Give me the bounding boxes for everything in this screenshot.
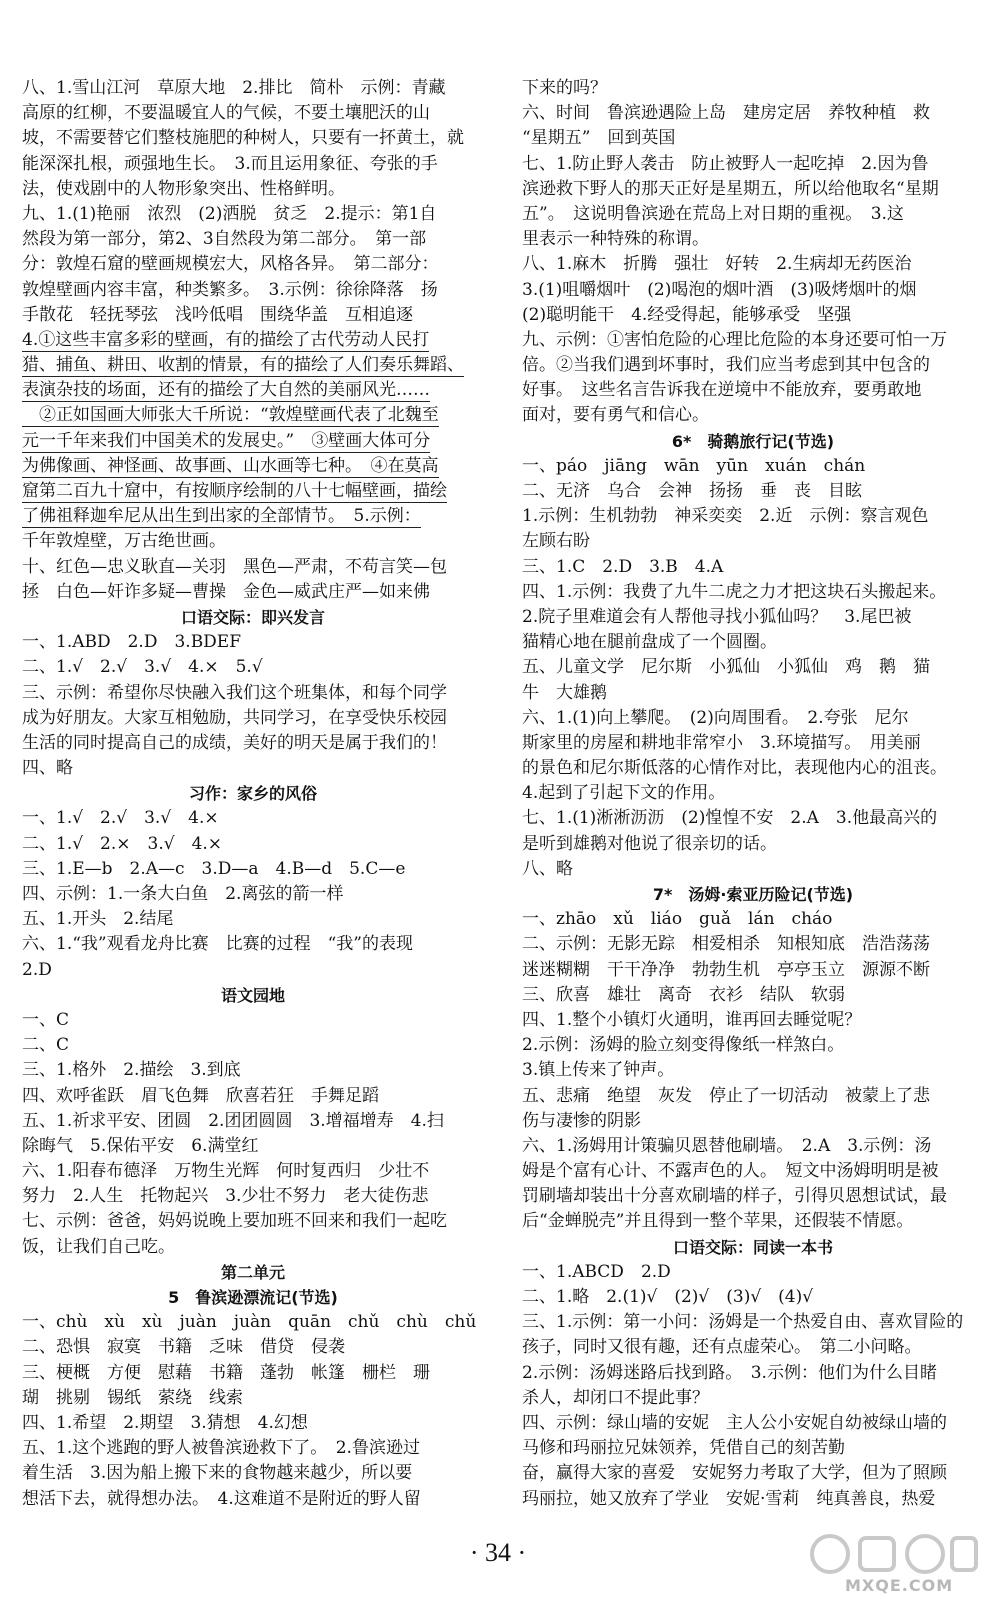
answer-text: 迷迷糊糊 干干净净 勃勃生机 亭亭玉立 源源不断 [522,959,930,980]
answer-text: 六、1.“我”观看龙舟比赛 比赛的过程 “我”的表现 [22,934,413,955]
answer-line [522,303,984,328]
answer-text: 一、1.√ 2.√ 3.√ 4.× [22,808,219,829]
answer-text: 高原的红柳，不要温暖宜人的气候，不要土壤肥沃的山 [22,103,430,124]
answer-text: 4.①这些丰富多彩的壁画，有的描绘了古代劳动人民打 [22,329,430,350]
answer-text: 左顾右盼 [522,531,590,552]
answer-text: 伤与凄惨的阴影 [522,1110,641,1131]
answer-text: 7* 汤姆·索亚历险记(节选) [652,885,854,904]
answer-text: 七、1.(1)淅淅沥沥 (2)惶惶不安 2.A 3.他最高兴的 [522,808,938,829]
answer-text: “星期五” 回到英国 [522,128,676,149]
answer-text: 三、1.格外 2.描绘 3.到底 [22,1060,241,1081]
answer-text: 八、1.雪山江河 草原大地 2.排比 简朴 示例：青藏 [22,78,446,98]
answer-text: 四、欢呼雀跃 眉飞色舞 欣喜若狂 手舞足蹈 [22,1085,379,1106]
answer-text: 六、1.(1)向上攀爬。 (2)向周围看。 2.夸张 尼尔 [522,707,909,728]
answer-line [22,1058,484,1083]
answer-text: 二、1.√ 2.× 3.√ 4.× [22,833,223,854]
answer-line [522,1436,984,1461]
answer-line [22,706,484,731]
answer-text: 玛丽拉，她又放弃了学业 安妮·雪莉 纯真善良，热爱 [522,1488,936,1509]
answer-text: 手散花 轻抚琴弦 浅吟低唱 围绕华盖 互相追逐 [22,304,413,325]
answer-text: 九、1.(1)艳丽 浓烈 (2)洒脱 贫乏 2.提示：第1自 [22,203,437,224]
answer-text: 姆是个富有心计、不露声色的人。 短文中汤姆明明是被 [522,1161,939,1182]
answer-line [22,76,484,101]
answer-text: ②正如国画大师张大千所说：“敦煌壁画代表了北魏至 [22,405,439,426]
answer-text: 五、儿童文学 尼尔斯 小狐仙 小狐仙 鸡 鹅 猫 [522,657,930,678]
answer-line [522,1335,984,1360]
answer-line [22,1436,484,1461]
answer-line [522,1487,984,1512]
answer-text: 五、1.开头 2.结尾 [22,909,174,930]
answer-text: 四、示例：绿山墙的安妮 主人公小安妮自幼被绿山墙的 [522,1412,947,1433]
answer-text: 一、chù xù xù juàn juàn quān chǔ chù chǔ [22,1312,477,1333]
answer-text: 下来的吗？ [522,78,607,98]
answer-line [522,1411,984,1436]
answer-line [22,227,484,252]
answer-text: 第二单元 [220,1262,285,1282]
answer-text: 努力 2.人生 托物起兴 3.少壮不努力 老大徒伤悲 [22,1186,429,1207]
answer-line [22,1310,484,1335]
answer-line [522,1260,984,1285]
answer-line [22,1461,484,1486]
answer-text: 除晦气 5.保佑平安 6.满堂红 [22,1135,259,1156]
answer-line [22,278,484,303]
answer-text: 孩子，同时又很有趣，还有点虚荣心。 第二小问略。 [522,1337,922,1358]
answer-line [522,706,984,731]
answer-text: 口语交际：即兴发言 [180,607,325,627]
answer-text: 三、示例：希望你尽快融入我们这个班集体，和每个同学 [22,682,447,703]
answer-text: 八、略 [522,858,573,879]
answer-line [522,1184,984,1209]
answer-line [522,605,984,630]
answer-line [22,882,484,907]
answer-text: 法，使戏剧中的人物形象突出、性格鲜明。 [22,178,345,199]
answer-text: 斯家里的房屋和耕地非常窄小 3.环境描写。 用美丽 [522,732,921,753]
answer-line [522,177,984,202]
answer-text: 3.(1)咀嚼烟叶 (2)喝泡的烟叶酒 (3)吸烤烟叶的烟 [522,279,917,300]
answer-text: 5 鲁滨逊漂流记(节选) [168,1288,338,1307]
answer-line [22,1084,484,1109]
answer-text: 然段为第一部分，第2、3自然段为第二部分。 第一部 [22,229,427,250]
answer-line [522,227,984,252]
answer-text: 二、1.略 2.(1)√ (2)√ (3)√ (4)√ [522,1287,814,1307]
answer-line [22,1209,484,1234]
answer-line [22,328,484,353]
answer-line [22,1008,484,1033]
answer-text: 后“金蝉脱壳”并且得到一整个苹果，还假装不情愿。 [522,1211,914,1232]
answer-line [22,101,484,126]
answer-text: 六、1.汤姆用计策骗贝恩替他刷墙。 2.A 3.示例：汤 [522,1135,932,1156]
answer-text: 能深深扎根，顽强地生长。 3.而且运用象征、夸张的手 [22,153,438,174]
answer-text: 想活下去，就得想办法。 4.这难道不是附近的野人留 [22,1488,421,1509]
answer-line [22,1134,484,1159]
watermark-text: MXQE.COM [845,1576,954,1595]
answer-text: 五、1.这个逃跑的野人被鲁滨逊救下了。 2.鲁滨逊过 [22,1438,420,1459]
answer-line [522,328,984,353]
answer-text: 1.示例：生机勃勃 神采奕奕 2.近 示例：察言观色 [522,506,929,527]
answer-line [522,252,984,277]
answer-text: 为佛像画、神怪画、故事画、山水画等七种。 ④在莫高 [22,455,439,476]
section-heading [22,605,484,630]
answer-text: 七、1.防止野人袭击 防止被野人一起吃掉 2.因为鲁 [522,153,929,174]
answer-line [522,1209,984,1234]
answer-line [522,504,984,529]
answer-text: 三、1.E—b 2.A—c 3.D—a 4.B—d 5.C—e [22,858,406,879]
answer-line [522,529,984,554]
answer-line [22,353,484,378]
answer-text: 饭，让我们自己吃。 [22,1236,175,1257]
answer-line [522,202,984,227]
answer-text: (2)聪明能干 4.经受得起，能够承受 坚强 [522,304,852,325]
answer-text: 一、C [22,1009,70,1030]
answer-text: 罚刷墙却装出十分喜欢刷墙的样子，引得贝恩想试试，最 [522,1186,947,1207]
answer-text: 三、梗概 方便 慰藉 书籍 蓬勃 帐篷 栅栏 珊 [22,1362,430,1383]
answer-line [522,832,984,857]
answer-text: 三、欣喜 雄壮 离奇 衣衫 结队 软弱 [522,984,845,1005]
answer-text: 2.D [22,959,52,980]
answer-line [522,731,984,756]
answer-text: 倍。②当我们遇到坏事时，我们应当考虑到其中包含的 [522,355,930,376]
answer-line [22,555,484,580]
section-heading [22,1260,484,1285]
answer-text: 面对，要有勇气和信心。 [522,405,709,426]
answer-line [522,1058,984,1083]
answer-line [22,580,484,605]
answer-line [22,1033,484,1058]
answer-text: 杀人，却闭口不提此事？ [522,1387,709,1408]
answer-text: 二、恐惧 寂寞 书籍 乏味 借贷 侵袭 [22,1337,345,1358]
answer-line [22,1411,484,1436]
answer-text: 坡，不需要替它们整枝施肥的种树人，只要有一抔黄土，就 [22,128,464,149]
answer-line [22,1109,484,1134]
answer-line [522,1461,984,1486]
answer-text: 元一千年来我们中国美术的发展史。” ③壁画大体可分 [22,430,431,451]
answer-line [22,152,484,177]
answer-line [22,1487,484,1512]
answer-line [22,731,484,756]
answer-line [22,1386,484,1411]
answer-line [22,454,484,479]
answer-text: 表演杂技的场面，还有的描绘了大自然的美丽风光…… [22,380,430,401]
answer-text: 猫精心地在腿前盘成了一个圆圈。 [522,632,777,653]
answer-text: 了佛祖释迦牟尼从出生到出家的全部情节。 5.示例： [22,506,421,527]
answer-text: 着生活 3.因为船上搬下来的食物越来越少，所以要 [22,1463,413,1484]
answer-line [522,781,984,806]
answer-line [22,1184,484,1209]
answer-text: 语文园地 [220,985,285,1005]
answer-text: 六、1.阳春布德泽 万物生光辉 何时复西归 少壮不 [22,1161,430,1182]
answer-line [522,958,984,983]
answer-text: 九、示例：①害怕危险的心理比危险的本身还要可怕一万 [522,329,947,350]
answer-text: 习作：家乡的风俗 [188,784,317,804]
answer-line [522,479,984,504]
answer-text: 敦煌壁画内容丰富，种类繁多。 3.示例：徐徐降落 扬 [22,279,438,300]
page-number: · 34 · [469,1538,527,1567]
section-heading [522,882,984,907]
answer-line [522,1134,984,1159]
answer-text: 十、红色—忠义耿直—关羽 黑色—严肃，不苟言笑—包 [22,556,447,577]
answer-text: 四、1.整个小镇灯火通明，谁再回去睡觉呢？ [522,1009,862,1030]
answer-line [22,655,484,680]
answer-line [22,1159,484,1184]
answer-line [522,1033,984,1058]
answer-text: 一、1.ABCD 2.D [522,1261,671,1282]
answer-line [522,1109,984,1134]
right-column [522,76,984,1512]
answer-text: 四、1.希望 2.期望 3.猜想 4.幻想 [22,1412,308,1433]
answer-text: 里表示一种特殊的称谓。 [522,229,709,250]
answer-line [22,907,484,932]
answer-line [522,126,984,151]
answer-text: 好事。 这些名言告诉我在逆境中不能放弃，要勇敢地 [522,380,922,401]
answer-line [522,1159,984,1184]
answer-text: 八、1.麻木 折腾 强壮 好转 2.生病却无药医治 [522,254,912,275]
answer-text: 分：敦煌石窟的壁画规模宏大，风格各异。 第二部分： [22,254,439,275]
answer-text: 一、1.ABD 2.D 3.BDEF [22,632,242,653]
answer-line [522,907,984,932]
answer-line [22,932,484,957]
answer-line [522,806,984,831]
answer-line [22,806,484,831]
answer-line [22,177,484,202]
answer-text: 四、示例：1.一条大白鱼 2.离弦的箭一样 [22,884,344,904]
answer-text: 二、C [22,1035,70,1056]
answer-line [522,681,984,706]
section-heading [22,983,484,1008]
answer-text: 三、1.C 2.D 3.B 4.A [522,556,724,577]
answer-line [22,479,484,504]
answer-text: 瑚 挑剔 锡纸 萦绕 线索 [22,1387,243,1408]
answer-line [22,378,484,403]
answer-line [522,932,984,957]
answer-line [522,76,984,101]
answer-text: 3.镇上传来了钟声。 [522,1060,675,1081]
answer-line [522,454,984,479]
answer-text: 一、páo jiāng wān yūn xuán chán [522,455,866,476]
answer-line [22,303,484,328]
answer-text: 拯 白色—奸诈多疑—曹操 金色—威武庄严—如来佛 [22,581,430,602]
answer-text: 是听到雄鹅对他说了很亲切的话。 [522,833,777,854]
answer-line [522,1310,984,1335]
answer-line [522,378,984,403]
answer-line [22,857,484,882]
answer-line [22,832,484,857]
answer-line [522,580,984,605]
answer-line [522,555,984,580]
answer-text: 千年敦煌壁，万古绝世画。 [22,531,226,552]
answer-line [522,403,984,428]
answer-text: 七、示例：爸爸，妈妈说晚上要加班不回来和我们一起吃 [22,1211,447,1232]
answer-text: 猎、捕鱼、耕田、收割的情景，有的描绘了人们奏乐舞蹈、 [22,355,464,376]
answer-line [522,1361,984,1386]
answer-text: 五、1.祈求平安、团圆 2.团团圆圆 3.增福增寿 4.扫 [22,1110,444,1131]
section-heading [522,1235,984,1260]
answer-text: 4.起到了引起下文的作用。 [522,783,726,804]
answer-line [22,529,484,554]
answer-line [22,958,484,983]
answer-text: 二、示例：无影无踪 相爱相杀 知根知底 浩浩荡荡 [522,934,930,955]
answer-text: 马修和玛丽拉兄妹领养，凭借自己的刻苦勤 [522,1438,845,1459]
answer-line [522,630,984,655]
answer-line [522,857,984,882]
answer-line [22,756,484,781]
answer-text: 6* 骑鹅旅行记(节选) [671,431,835,451]
answer-line [522,1084,984,1109]
answer-text: 口语交际：同读一本书 [672,1237,833,1257]
answer-text: 牛 大雄鹅 [522,682,607,703]
answer-line [22,202,484,227]
answer-text: 四、1.示例：我费了九牛二虎之力才把这块石头搬起来。 [522,581,947,602]
answer-text: 成为好朋友。大家互相勉励，共同学习，在享受快乐校园 [22,707,447,728]
answer-line [22,403,484,428]
answer-text: 生活的同时提高自己的成绩，美好的明天是属于我们的！ [22,732,447,753]
answer-line [22,1235,484,1260]
answer-line [522,353,984,378]
section-heading [522,429,984,454]
answer-line [522,1285,984,1310]
answer-line [22,504,484,529]
answer-line [22,252,484,277]
answer-line [22,1335,484,1360]
answer-text: 四、略 [22,758,73,779]
answer-text: 五、悲痛 绝望 灰发 停止了一切活动 被蒙上了悲 [522,1085,930,1106]
answer-text: 2.示例：汤姆迷路后找到路。 3.示例：他们为什么目睹 [522,1362,937,1383]
left-column [22,76,484,1512]
section-heading [22,781,484,806]
answer-text: 二、无济 乌合 会神 扬扬 垂 丧 目眩 [522,481,862,501]
answer-text: 奋，赢得大家的喜爱 安妮努力考取了大学，但为了照顾 [522,1463,947,1484]
answer-text: 滨逊救下野人的那天正好是星期五，所以给他取名“星期 [522,178,939,199]
answer-text: 的景色和尼尔斯低落的心情作对比，表现他内心的沮丧。 [522,758,947,779]
answer-text: 2.示例：汤姆的脸立刻变得像纸一样煞白。 [522,1035,845,1056]
answer-line [522,278,984,303]
answer-text: 六、时间 鲁滨逊遇险上岛 建房定居 养牧种植 救 [522,103,930,124]
answer-line [22,681,484,706]
answer-line [522,1008,984,1033]
answer-line [522,756,984,781]
answer-text: 三、1.示例：第一小问：汤姆是一个热爱自由、喜欢冒险的 [522,1312,964,1333]
answer-text: 2.院子里难道会有人帮他寻找小狐仙吗？ 3.尾巴被 [522,606,912,627]
answer-text: 窟第二百九十窟中，有按顺序绘制的八十七幅壁画，描绘 [22,481,447,501]
answer-line [522,101,984,126]
answer-line [522,983,984,1008]
answer-line [522,1386,984,1411]
section-heading [22,1285,484,1310]
answer-line [22,429,484,454]
answer-line [22,126,484,151]
answer-text: 一、zhāo xǔ liáo guǎ lán cháo [522,909,833,930]
answer-text: 二、1.√ 2.√ 3.√ 4.× 5.√ [22,657,263,678]
answer-line [22,630,484,655]
answer-text: 五”。 这说明鲁滨逊在荒岛上对日期的重视。 3.这 [522,203,904,224]
answer-line [522,655,984,680]
answer-line [522,152,984,177]
answer-line [22,1361,484,1386]
